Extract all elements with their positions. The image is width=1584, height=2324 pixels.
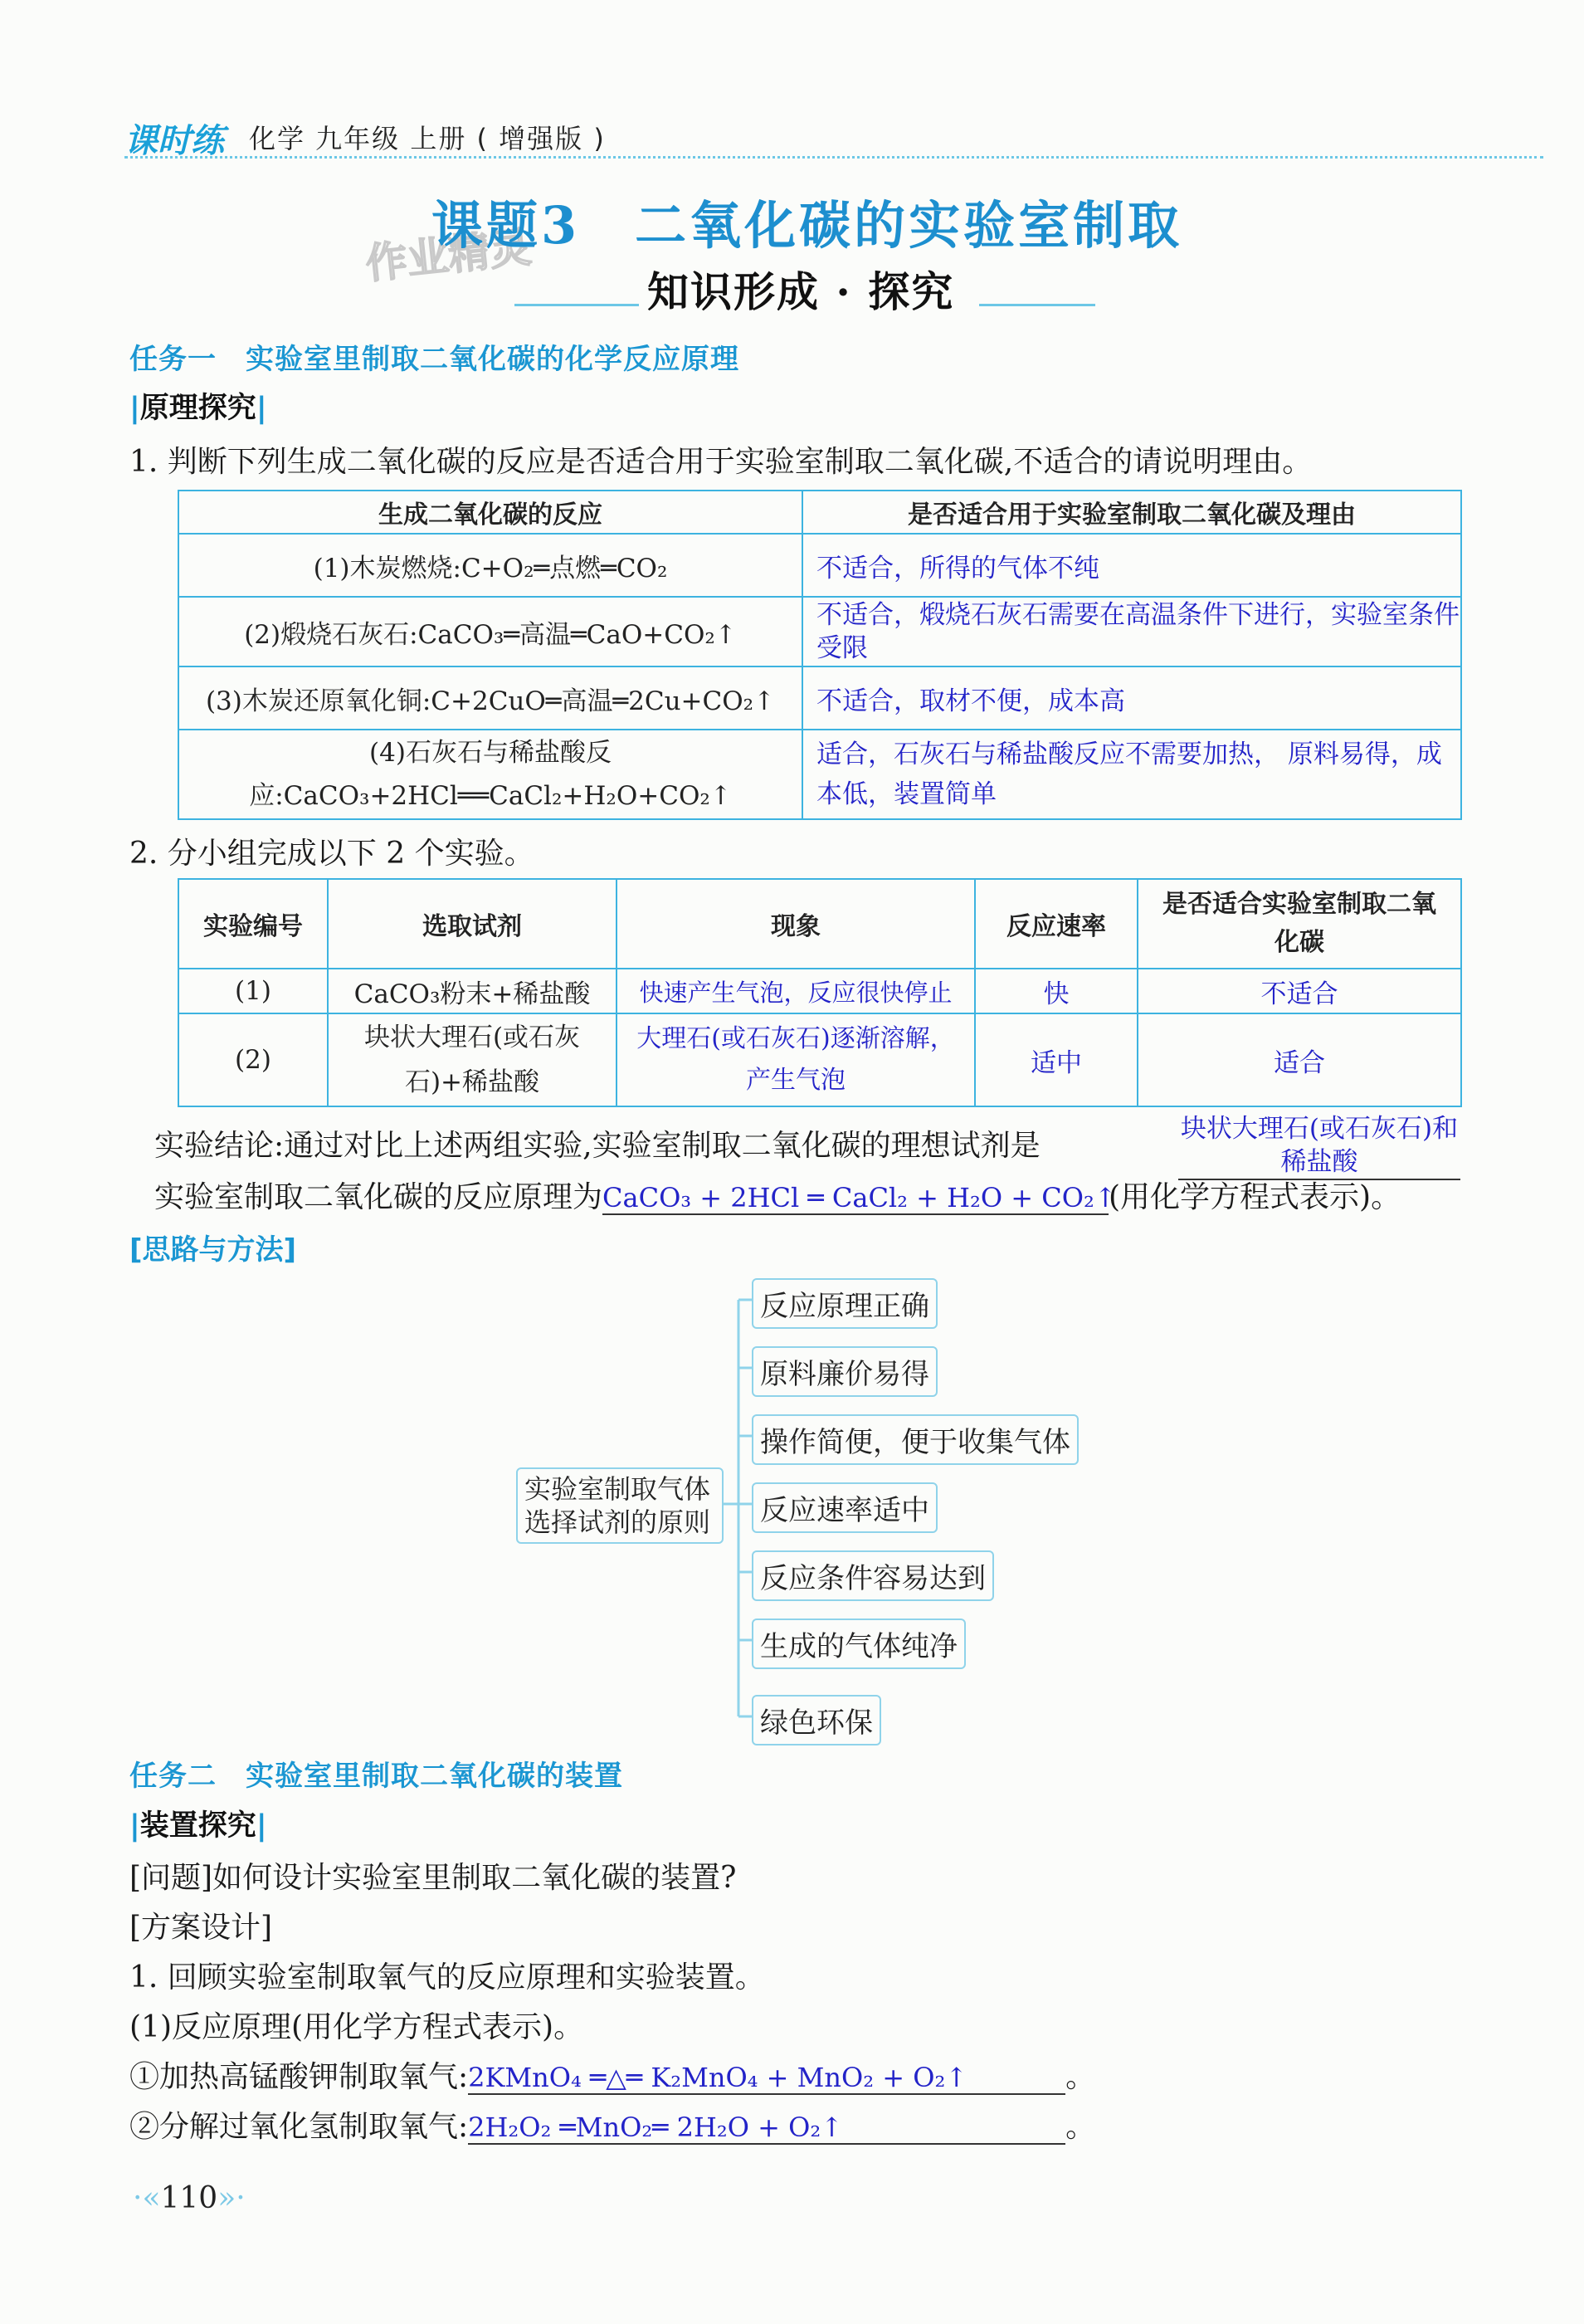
rate-cell: 适中: [975, 1013, 1138, 1106]
experiment-id: (2): [178, 1013, 328, 1106]
reaction-cell: (3)木炭还原氧化铜:C+2CuO═高温═2Cu+CO₂↑: [178, 666, 802, 730]
series-logo: 课时练: [124, 122, 224, 160]
rate-cell: 快: [975, 969, 1138, 1013]
reaction-principle-answer: CaCO₃ + 2HCl ═ CaCl₂ + H₂O + CO₂↑: [602, 1182, 1117, 1213]
answer-cell: 不适合，煅烧石灰石需要在高温条件下进行，实验室条件受限: [802, 597, 1461, 666]
task2-plan: [方案设计]: [129, 1911, 273, 1945]
page-number: ·«110»·: [133, 2181, 246, 2215]
task2-subheading: |装置探究|: [129, 1809, 267, 1843]
reaction-cell: (4)石灰石与稀盐酸反应:CaCO₃+2HCl══CaCl₂+H₂O+CO₂↑: [178, 730, 802, 819]
suitable-cell: 适合: [1138, 1013, 1461, 1106]
mindmap-branch: 反应速率适中: [752, 1482, 938, 1533]
page-title: 课题3 二氧化碳的实验室制取: [431, 195, 1183, 256]
table2-header-rate: 反应速率: [975, 879, 1138, 969]
task2-heading: 任务二 实验室里制取二氧化碳的装置: [129, 1760, 623, 1793]
answer-cell: 适合，石灰石与稀盐酸反应不需要加热， 原料易得，成本低，装置简单: [802, 730, 1461, 819]
table2-header-reagent: 选取试剂: [328, 879, 617, 969]
phenomenon-cell: 大理石(或石灰石)逐渐溶解，产生气泡: [617, 1013, 975, 1106]
reagent-cell: CaCO₃粉末+稀盐酸: [328, 969, 617, 1013]
phenomenon-cell: 快速产生气泡，反应很快停止: [617, 969, 975, 1013]
mindmap-branch: 生成的气体纯净: [752, 1618, 966, 1669]
method-title: [思路与方法]: [129, 1233, 297, 1267]
watermark: 作业精灵: [363, 222, 534, 289]
task2-question: [问题]如何设计实验室里制取二氧化碳的装置?: [129, 1861, 737, 1895]
mindmap-branch: 绿色环保: [752, 1695, 881, 1745]
conclusion-line-1: 实验结论:通过对比上述两组实验,实验室制取二氧化碳的理想试剂是: [154, 1129, 1041, 1163]
mindmap-branch: 原料廉价易得: [752, 1346, 938, 1397]
task1-subheading: |原理探究|: [129, 392, 267, 425]
answer-cell: 不适合，所得的气体不纯: [802, 534, 1461, 597]
table2-header-id: 实验编号: [178, 879, 328, 969]
reaction-cell: (2)煅烧石灰石:CaCO₃═高温═CaO+CO₂↑: [178, 597, 802, 666]
mindmap-branch: 反应条件容易达到: [752, 1550, 994, 1601]
task2-point-2: (1)反应原理(用化学方程式表示)。: [129, 2010, 584, 2044]
question-1: 1. 判断下列生成二氧化碳的反应是否适合用于实验室制取二氧化碳,不适合的请说明理由。: [129, 445, 1313, 479]
h2o2-equation-answer: 2H₂O₂ ═MnO₂═ 2H₂O + O₂↑: [468, 2112, 1065, 2145]
reagent-cell: 块状大理石(或石灰石)+稀盐酸: [328, 1013, 617, 1106]
kmno4-line: ①加热高锰酸钾制取氧气:2KMnO₄ ═△═ K₂MnO₄ + MnO₂ + O₂↑ 。: [129, 2060, 1096, 2094]
table2-header-suitable: 是否适合实验室制取二氧化碳: [1138, 879, 1461, 969]
answer-cell: 不适合，取材不便，成本高: [802, 666, 1461, 730]
mindmap-branch: 反应原理正确: [752, 1278, 938, 1329]
task1-heading: 任务一 实验室里制取二氧化碳的化学反应原理: [129, 343, 739, 376]
table2-header-phenomenon: 现象: [617, 879, 975, 969]
task2-point-1: 1. 回顾实验室制取氧气的反应原理和实验装置。: [129, 1960, 765, 1994]
kmno4-equation-answer: 2KMnO₄ ═△═ K₂MnO₄ + MnO₂ + O₂↑: [468, 2062, 1065, 2095]
h2o2-line: ②分解过氧化氢制取氧气:2H₂O₂ ═MnO₂═ 2H₂O + O₂↑ 。: [129, 2110, 1096, 2144]
mindmap-center: 实验室制取气体选择试剂的原则: [516, 1467, 724, 1544]
section-banner: 知识形成 · 探究: [647, 267, 955, 316]
suitable-cell: 不适合: [1138, 969, 1461, 1013]
ideal-reagent-answer: 块状大理石(或石灰石)和稀盐酸: [1178, 1112, 1460, 1180]
experiment-id: (1): [178, 969, 328, 1013]
conclusion-line-2: 实验室制取二氧化碳的反应原理为CaCO₃ + 2HCl ═ CaCl₂ + H₂O + CO₂↑(用化学方程式表示)。: [154, 1180, 1401, 1214]
table1-header-reaction: 生成二氧化碳的反应: [178, 491, 802, 534]
table1-header-judgement: 是否适合用于实验室制取二氧化碳及理由: [802, 491, 1461, 534]
reaction-cell: (1)木炭燃烧:C+O₂═点燃═CO₂: [178, 534, 802, 597]
mindmap-branch: 操作简便，便于收集气体: [752, 1414, 1079, 1465]
book-title: 化学 九年级 上册 ( 增强版 ): [249, 123, 606, 154]
question-2: 2. 分小组完成以下 2 个实验。: [129, 837, 534, 871]
